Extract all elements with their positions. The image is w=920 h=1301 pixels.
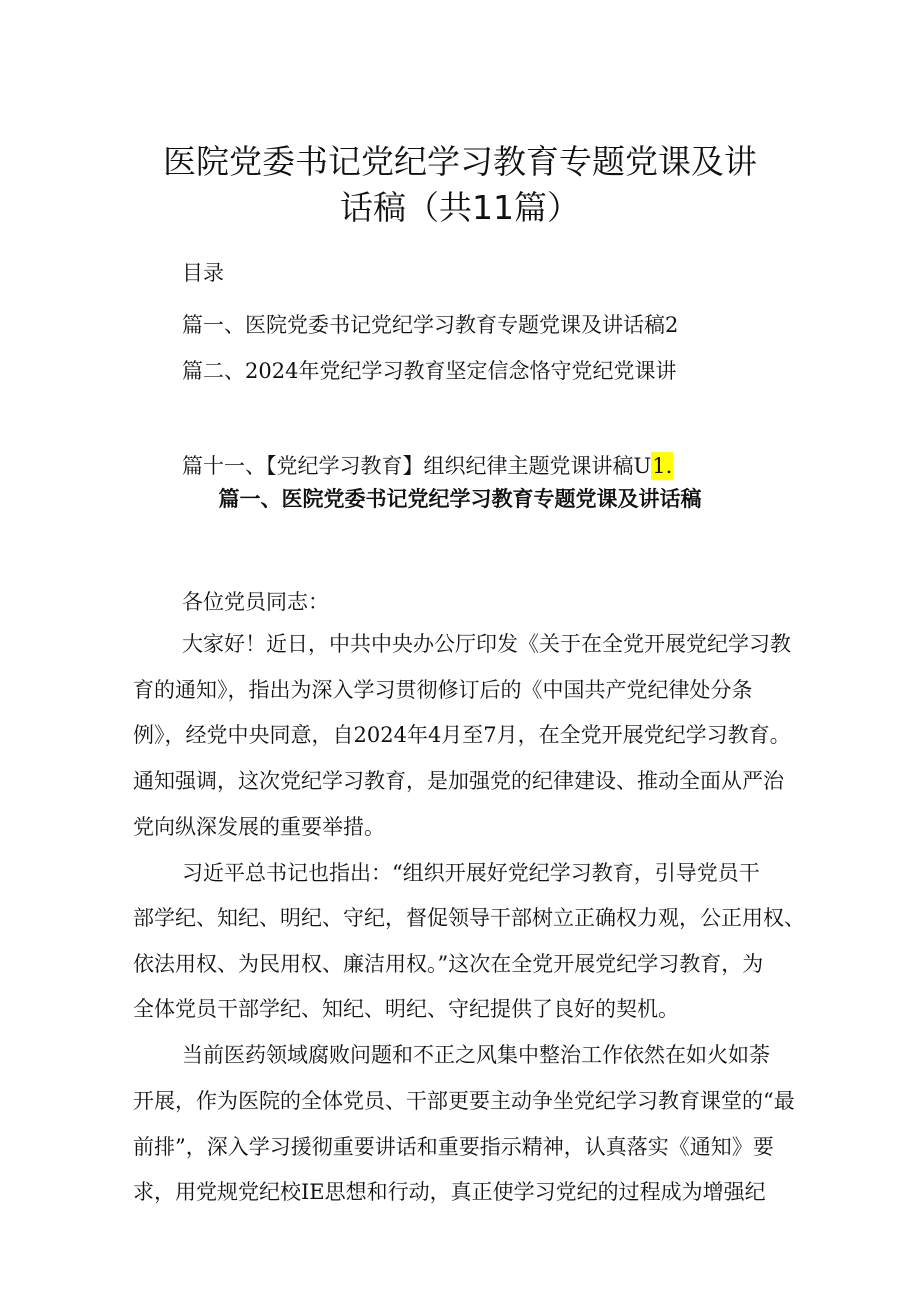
document-title-line-2: 话稿（共11篇） <box>340 188 580 227</box>
paragraph-line: 习近平总书记也指出：“组织开展好党纪学习教育，引导党员干 <box>182 861 760 885</box>
paragraph-line: 通知强调，这次党纪学习教育，是加强党的纪律建设、推动全面从严治 <box>133 769 784 793</box>
paragraph-line: 开展，作为医院的全体党员、干部更要主动争坐党纪学习教育课堂的“最 <box>133 1089 795 1113</box>
toc-item-2[interactable]: 篇二、2024年党纪学习教育坚定信念恪守党纪党课讲 <box>182 359 677 383</box>
paragraph-line: 求，用党规党纪校IE思想和行动，真正使学习党纪的过程成为增强纪 <box>133 1180 766 1204</box>
paragraph-line: 前排”，深入学习援彻重要讲话和重要指示精神，认真落实《通知》要 <box>133 1135 774 1159</box>
salutation: 各位党员同志： <box>182 590 329 614</box>
paragraph-line: 部学纪、知纪、明纪、守纪，督促领导干部树立正确权力观，公正用权、 <box>133 906 805 930</box>
toc-item-11-page-highlight: 1. <box>652 454 673 478</box>
section-heading: 篇一、医院党委书记党纪学习教育专题党课及讲话稿 <box>218 486 702 511</box>
document-title-line-1: 医院党委书记党纪学习教育专题党课及讲 <box>163 142 757 181</box>
paragraph-line: 大家好！近日，中共中央办公厅印发《关于在全党开展党纪学习教 <box>182 632 791 656</box>
paragraph-line: 依法用权、为民用权、廉洁用权。”这次在全党开展党纪学习教育，为 <box>133 952 764 976</box>
paragraph-line: 党向纵深发展的重要举措。 <box>133 815 385 839</box>
paragraph-line: 例》，经党中央同意，自2024年4月至7月，在全党开展党纪学习教育。 <box>133 723 791 747</box>
toc-item-11[interactable] <box>182 452 673 480</box>
toc-heading: 目录 <box>182 261 224 285</box>
toc-item-1[interactable]: 篇一、医院党委书记党纪学习教育专题党课及讲话稿2 <box>182 313 679 337</box>
paragraph-line: 当前医药领域腐败问题和不正之风集中整治工作依然在如火如荼 <box>182 1043 770 1067</box>
paragraph-line: 全体党员干部学纪、知纪、明纪、守纪提供了良好的契机。 <box>133 997 679 1021</box>
paragraph-line: 育的通知》，指出为深入学习贯彻修订后的《中国共产党纪律处分条 <box>133 678 753 702</box>
toc-item-11-text: 篇十一、【党纪学习教育】组织纪律主题党课讲稿U <box>182 454 652 478</box>
